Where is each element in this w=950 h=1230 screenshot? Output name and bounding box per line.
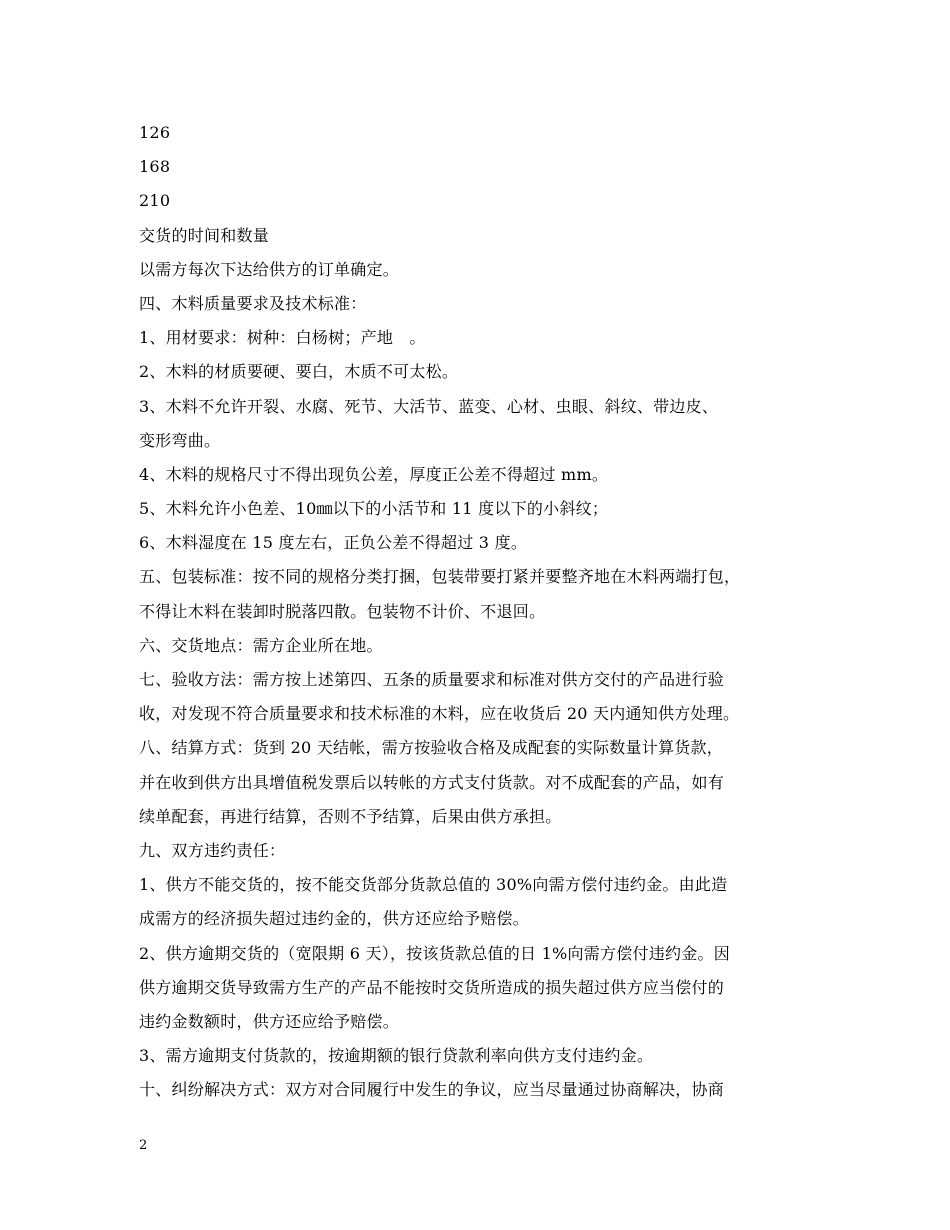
text-line: 违约金数额时，供方还应给予赔偿。 [139, 1011, 400, 1031]
text-line: 以需方每次下达给供方的订单确定。 [139, 259, 400, 279]
text-line: 1、用材要求：树种：白杨树；产地 。 [139, 328, 426, 348]
section-heading: 七、验收方法：需方按上述第四、五条的质量要求和标准对供方交付的产品进行验 [139, 670, 725, 689]
text-line: 成需方的经济损失超过违约金的，供方还应给予赔偿。 [139, 909, 530, 929]
text-line: 126 [139, 123, 171, 142]
text-line: 收，对发现不符合质量要求和技术标准的木料，应在收货后 20 天内通知供方处理。 [139, 704, 740, 724]
document-body [139, 116, 829, 1107]
section-heading: 八、结算方式：货到 20 天结帐，需方按验收合格及成配套的实际数量计算货款， [139, 738, 724, 758]
section-heading: 五、包装标准：按不同的规格分类打捆，包装带要打紧并要整齐地在木料两端打包， [139, 567, 741, 587]
text-line: 6、木料湿度在 15 度左右，正负公差不得超过 3 度。 [139, 533, 528, 553]
section-heading: 十、纠纷解决方式：双方对合同履行中发生的争议，应当尽量通过协商解决，协商 [139, 1080, 725, 1100]
text-line: 变形弯曲。 [139, 430, 221, 450]
section-heading: 六、交货地点：需方企业所在地。 [139, 635, 383, 655]
text-line: 5、木料允许小色差、10㎜以下的小活节和 11 度以下的小斜纹； [139, 499, 609, 519]
text-line: 并在收到供方出具增值税发票后以转帐的方式支付货款。对不成配套的产品，如有 [139, 772, 725, 792]
section-heading: 九、双方违约责任： [139, 840, 286, 860]
text-line: 3、需方逾期支付货款的，按逾期额的银行贷款利率向供方支付违约金。 [139, 1046, 654, 1066]
text-line: 4、木料的规格尺寸不得出现负公差，厚度正公差不得超过 mm。 [139, 464, 609, 484]
section-heading: 交货的时间和数量 [139, 225, 270, 245]
text-line: 不得让木料在装卸时脱落四散。包装物不计价、不退回。 [139, 601, 546, 621]
text-line: 2、供方逾期交货的（宽限期 6 天），按该货款总值的日 1%向需方偿付违约金。因 [139, 943, 731, 963]
text-line: 供方逾期交货导致需方生产的产品不能按时交货所造成的损失超过供方应当偿付的 [139, 977, 725, 997]
text-line: 210 [139, 191, 171, 211]
text-line: 2、木料的材质要硬、要白，木质不可太松。 [139, 362, 459, 382]
text-line: 3、木料不允许开裂、水腐、死节、大活节、蓝变、心材、虫眼、斜纹、带边皮、 [139, 396, 719, 416]
section-heading: 四、木料质量要求及技术标准： [139, 293, 367, 313]
text-line: 1、供方不能交货的，按不能交货部分货款总值的 30%向需方偿付违约金。由此造 [139, 875, 728, 895]
text-line: 168 [139, 157, 171, 177]
page-number: 2 [139, 1138, 148, 1153]
text-line: 续单配套，再进行结算，否则不予结算，后果由供方承担。 [139, 806, 562, 826]
